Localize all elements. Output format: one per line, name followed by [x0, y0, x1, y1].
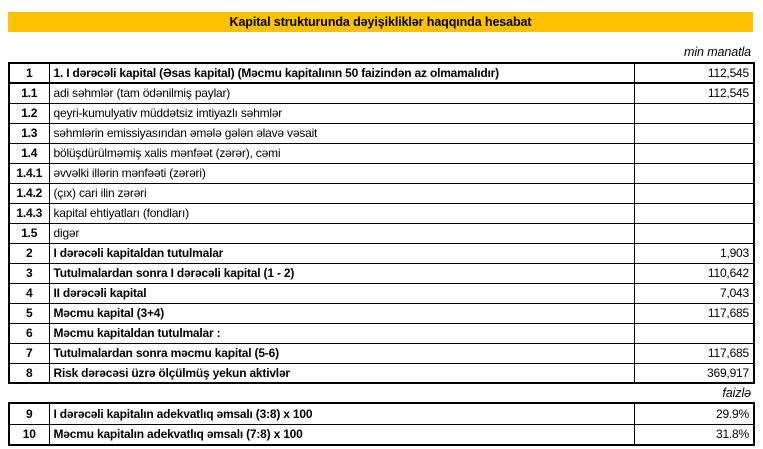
row-value-cell: 110,642 — [634, 263, 754, 283]
capital-table-body — [9, 63, 754, 383]
table-row — [9, 363, 754, 383]
row-number-cell: 1.4 — [9, 143, 49, 163]
table-row — [9, 203, 754, 223]
row-label-cell: (çıx) cari ilin zərəri — [49, 183, 634, 203]
row-label-cell: əvvəlki illərin mənfəəti (zərəri) — [49, 163, 634, 183]
row-label-cell: I dərəcəli kapitaldan tutulmalar — [49, 243, 634, 263]
unit-note-min-manatla: min manatla — [684, 45, 751, 59]
row-label-cell: adi səhmlər (tam ödənilmiş paylar) — [49, 83, 634, 103]
ratio-table-body — [9, 403, 754, 445]
row-value-cell: 112,545 — [634, 83, 754, 103]
row-number-cell: 10 — [9, 424, 49, 445]
row-value-cell — [634, 203, 754, 223]
row-label-cell: Risk dərəcəsi üzrə ölçülmüş yekun aktivlər — [49, 363, 634, 383]
row-number-cell: 5 — [9, 303, 49, 323]
row-label-cell: Məcmu kapitaldan tutulmalar : — [49, 323, 634, 343]
row-label-cell: Tutulmalardan sonra I dərəcəli kapital (1 - 2) — [49, 263, 634, 283]
row-number-cell: 1.4.2 — [9, 183, 49, 203]
table-row — [9, 63, 754, 83]
table-row — [9, 163, 754, 183]
row-number-cell: 9 — [9, 403, 49, 424]
unit-note-faizle: faizlə — [722, 386, 751, 400]
table-row — [9, 263, 754, 283]
row-value-cell: 29.9% — [634, 403, 754, 424]
row-number-cell: 1.4.3 — [9, 203, 49, 223]
row-number-cell: 1.4.1 — [9, 163, 49, 183]
row-number-cell: 1 — [9, 63, 49, 83]
row-number-cell: 2 — [9, 243, 49, 263]
row-value-cell: 7,043 — [634, 283, 754, 303]
table-row — [9, 143, 754, 163]
table-row — [9, 103, 754, 123]
row-value-cell: 31.8% — [634, 424, 754, 445]
row-label-cell: səhmlərin emissiyasından əmələ gələn əlavə vəsait — [49, 123, 634, 143]
row-value-cell — [634, 183, 754, 203]
row-value-cell: 369,917 — [634, 363, 754, 383]
row-value-cell — [634, 163, 754, 183]
row-number-cell: 4 — [9, 283, 49, 303]
row-value-cell — [634, 323, 754, 343]
table-row — [9, 424, 754, 445]
row-number-cell: 3 — [9, 263, 49, 283]
row-label-cell: Tutulmalardan sonra məcmu kapital (5-6) — [49, 343, 634, 363]
row-number-cell: 6 — [9, 323, 49, 343]
table-row — [9, 123, 754, 143]
row-label-cell: Məcmu kapitalın adekvatlıq əmsalı (7:8) x 100 — [49, 424, 634, 445]
table-row — [9, 303, 754, 323]
table-row — [9, 323, 754, 343]
row-value-cell — [634, 143, 754, 163]
row-value-cell: 112,545 — [634, 63, 754, 83]
row-label-cell: 1. I dərəcəli kapital (Əsas kapital) (Məcmu kapitalının 50 faizindən az olmamalıdır) — [49, 63, 634, 83]
row-number-cell: 8 — [9, 363, 49, 383]
row-label-cell: II dərəcəli kapital — [49, 283, 634, 303]
capital-structure-table — [8, 62, 755, 384]
row-value-cell: 117,685 — [634, 343, 754, 363]
table-row — [9, 183, 754, 203]
row-label-cell: digər — [49, 223, 634, 243]
table-row — [9, 403, 754, 424]
row-number-cell: 1.2 — [9, 103, 49, 123]
table-row — [9, 223, 754, 243]
report-title-bar — [8, 12, 753, 32]
table-row — [9, 83, 754, 103]
row-value-cell — [634, 103, 754, 123]
row-number-cell: 1.3 — [9, 123, 49, 143]
row-value-cell — [634, 123, 754, 143]
row-number-cell: 7 — [9, 343, 49, 363]
row-number-cell: 1.1 — [9, 83, 49, 103]
row-value-cell — [634, 223, 754, 243]
adequacy-ratio-table — [8, 402, 755, 446]
row-value-cell: 1,903 — [634, 243, 754, 263]
table-row — [9, 343, 754, 363]
report-title: Kapital strukturunda dəyişikliklər haqqında hesabat — [229, 15, 532, 29]
row-label-cell: kapital ehtiyatları (fondları) — [49, 203, 634, 223]
row-label-cell: Məcmu kapital (3+4) — [49, 303, 634, 323]
row-label-cell: qeyri-kumulyativ müddətsiz imtiyazlı səhmlər — [49, 103, 634, 123]
row-label-cell: bölüşdürülməmiş xalis mənfəət (zərər), cəmi — [49, 143, 634, 163]
row-label-cell: I dərəcəli kapitalın adekvatlıq əmsalı (3:8) x 100 — [49, 403, 634, 424]
row-value-cell: 117,685 — [634, 303, 754, 323]
row-number-cell: 1.5 — [9, 223, 49, 243]
table-row — [9, 243, 754, 263]
table-row — [9, 283, 754, 303]
